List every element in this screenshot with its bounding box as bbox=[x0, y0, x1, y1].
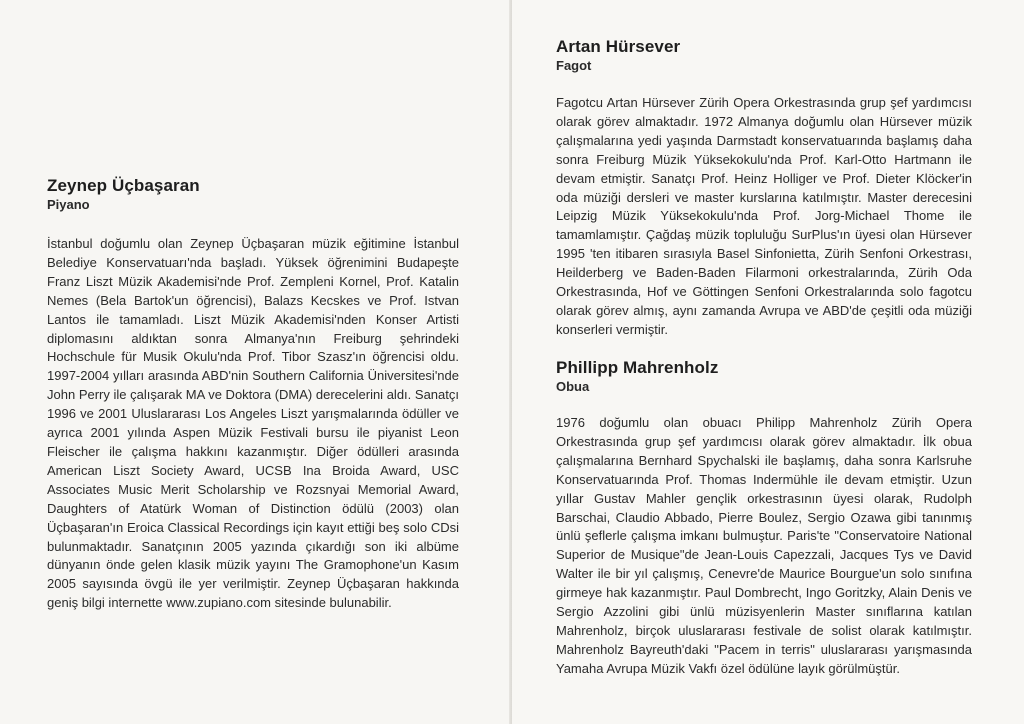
artist-biography: 1976 doğumlu olan obuacı Philipp Mahrenholz Zürih Opera Orkestrasında grup şef yardımcısı olarak görev almaktadır. İlk obua çalışmalarına Bernhard Spychalski ile başlamış, daha sonra Karlsruhe Konservatuarında Prof. Thomas Indermühle ile devam etmiştir. Uzun yıllar Gustav Mahler gençlik orkestrasının üyesi olarak, Rudolph Barschai, Claudio Abbado, Pierre Boulez, Sergio Ozawa gibi tanınmış ünlü şeflerle çalışma imkanı bulmuştur. Paris'te "Conservatoire National Superior de Musique"de Jean-Louis Capezzali, Jacques Tys ve David Walter ile bir yıl çalışmış, Cenevre'de Maurice Bourgue'un solo sınıfına girmeye hak kazanmıştır. Paul Dombrecht, Ingo Goritzky, Alain Denis ve Sergio Azzolini gibi ünlü müzisyenlerin Master sınıflarına katılan Mahrenholz, birçok uluslararası festivale de solist olarak katılmıştır. Mahrenholz Bayreuth'daki "Pacem in terris" uluslararası yarışmasında Yamaha Avrupa Müzik Vakfı özel ödülüne layık görülmüştür. bbox=[556, 415, 972, 676]
artist-name: Artan Hürsever bbox=[556, 37, 681, 56]
artist-instrument: Obua bbox=[556, 379, 590, 394]
artist-instrument: Fagot bbox=[556, 58, 592, 73]
artist-name: Phillipp Mahrenholz bbox=[556, 358, 719, 377]
artist-instrument: Piyano bbox=[47, 197, 90, 212]
artist-name: Zeynep Üçbaşaran bbox=[47, 176, 200, 195]
bio-artan-hursever bbox=[556, 37, 972, 340]
artist-biography: İstanbul doğumlu olan Zeynep Üçbaşaran müzik eğitimine İstanbul Belediye Konservatuarı'nda başladı. Yüksek öğrenimini Budapeşte Franz Liszt Müzik Akademisi'nde Prof. Zempleni Kornel, Prof. Katalin Nemes (Bela Bartok'un öğrencisi), Balazs Kecskes ve Prof. Istvan Lantos ile tamamladı. Liszt Müzik Akademisi'nden Konser Artisti diplomasını aldıktan sonra Almanya'nın Freiburg şehrindeki Hochschule für Musik Okulu'nda Prof. Tibor Szasz'ın öğrencisi oldu. 1997-2004 yılları arasında ABD'nin Southern California Üniversitesi'nde John Perry ile çalışarak MA ve Doktora (DMA) derecelerini aldı. Sanatçı 1996 ve 2001 Uluslararası Los Angeles Liszt yarışmalarında ödüller ve ayrıca 2001 yılında Aspen Müzik Festivali bursu ile piyanist Leon Fleischer ile çalışma hakkını kazanmıştır. Diğer ödülleri arasında American Liszt Society Award, UCSB Ina Broida Award, USC Associates Music Merit Scholarship ve Rozsnyai Memorial Award, Daughters of Atatürk Woman of Distinction ödülü (2003) olan Üçbaşaran'ın Eroica Classical Recordings için kayıt ettiği beş solo CDsi bulunmaktadır. Sanatçının 2005 yazında çıkardığı son iki albüme dünyanın önde gelen klasik müzik yayını The Gramophone'un Kasım 2005 sayısında övgü ile yer verilmiştir. Zeynep Üçbaşaran hakkında geniş bilgi internette www.zupiano.com sitesinde bulunabilir. bbox=[47, 236, 459, 611]
bio-zeynep-ucbasaran bbox=[47, 176, 459, 613]
artist-biography: Fagotcu Artan Hürsever Zürih Opera Orkestrasında grup şef yardımcısı olarak görev almaktadır. 1972 Almanya doğumlu olan Hürsever müzik çalışmalarına yedi yaşında Darmstadt konservatuarında başlamış daha sonra Freiburg Müzik Yüksekokulu'nda Prof. Karl-Otto Hartmann ile devam etmiştir. Sanatçı Prof. Heinz Holliger ve Prof. Dieter Klöcker'in oda müziği dersleri ve master kurslarına katılmıştır. Master derecesini Leipzig Müzik Yüksekokulu'nda Prof. Jorg-Michael Thome ile tamamlamıştır. Çağdaş müzik topluluğu SurPlus'ın üyesi olan Hürsever 1995 'ten itibaren sırasıyla Basel Sinfonietta, Zürih Senfoni Orkestrası, Heilderberg ve Baden-Baden Filarmoni orkestralarında, Zürih Oda Orkestrasında, Hof ve Göttingen Senfoni Orkestralarında solo fagotcu olarak görev almış, aynı zamanda Avrupa ve ABD'de çeşitli oda müziği konserleri vermiştir. bbox=[556, 95, 972, 337]
bio-phillipp-mahrenholz bbox=[556, 358, 972, 679]
